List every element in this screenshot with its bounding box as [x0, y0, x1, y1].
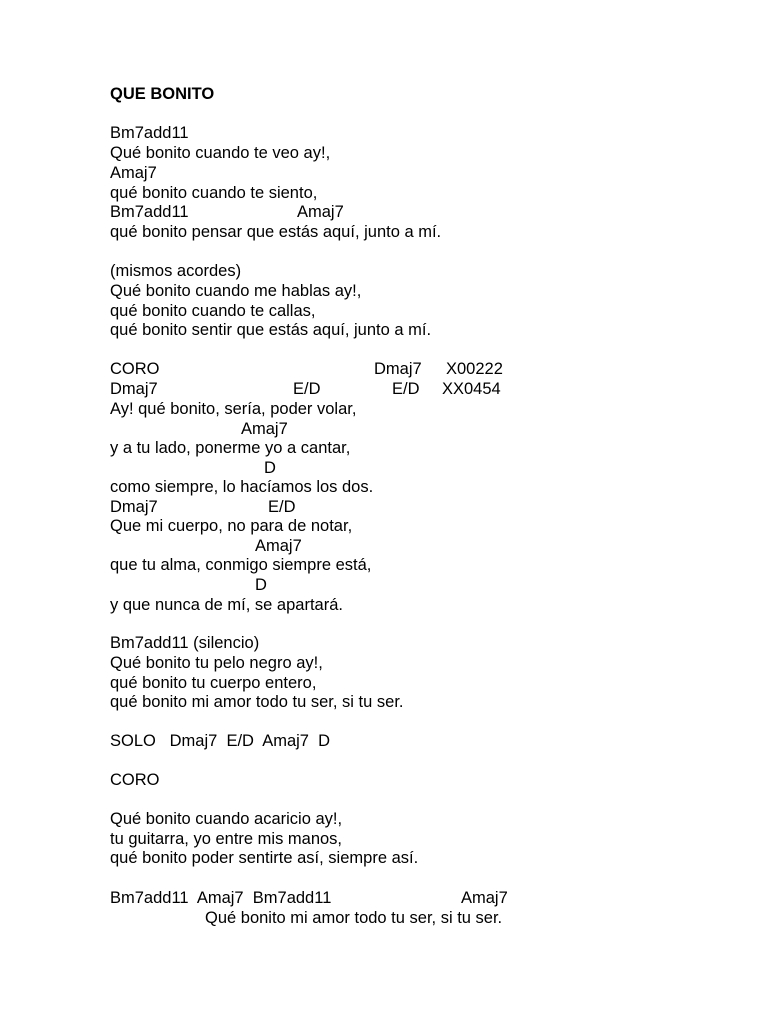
chord-line: Amaj7: [241, 420, 288, 438]
chord-line: Amaj7: [255, 537, 302, 555]
lyric-line: qué bonito poder sentirte así, siempre así.: [110, 849, 419, 867]
chord-line: Dmaj7: [110, 380, 158, 398]
chord-line: E/D: [392, 380, 420, 398]
lyric-line: qué bonito cuando te callas,: [110, 302, 316, 320]
lyric-line: y a tu lado, ponerme yo a cantar,: [110, 439, 351, 457]
chord-line: Amaj7: [297, 203, 344, 221]
chord-line: Bm7add11 (silencio): [110, 634, 260, 652]
chord-line: D: [255, 576, 267, 594]
lyric-line: y que nunca de mí, se apartará.: [110, 596, 343, 614]
lyric-line: qué bonito pensar que estás aquí, junto a mí.: [110, 223, 442, 241]
lyric-line: qué bonito cuando te siento,: [110, 184, 318, 202]
lyric-line: qué bonito tu cuerpo entero,: [110, 674, 317, 692]
chord-line: Dmaj7: [374, 360, 422, 378]
lyric-line: qué bonito sentir que estás aquí, junto a mí.: [110, 321, 432, 339]
lyric-line: Que mi cuerpo, no para de notar,: [110, 517, 353, 535]
note-line: (mismos acordes): [110, 262, 242, 280]
lyric-line: qué bonito mi amor todo tu ser, si tu ser.: [110, 693, 404, 711]
chord-line: Bm7add11: [110, 124, 189, 142]
chord-line: E/D: [268, 498, 296, 516]
lyric-line: Ay! qué bonito, sería, poder volar,: [110, 400, 357, 418]
lyric-line: Qué bonito tu pelo negro ay!,: [110, 654, 323, 672]
lyric-line: Qué bonito cuando acaricio ay!,: [110, 810, 343, 828]
lyric-line: como siempre, lo hacíamos los dos.: [110, 478, 374, 496]
chord-fingering: XX0454: [442, 380, 501, 398]
section-label: CORO: [110, 360, 160, 378]
chord-line: Amaj7: [461, 889, 508, 907]
solo-line: SOLO Dmaj7 E/D Amaj7 D: [110, 732, 331, 750]
chord-line: E/D: [293, 380, 321, 398]
chord-line: Bm7add11: [110, 203, 189, 221]
chord-line: Bm7add11 Amaj7 Bm7add11: [110, 889, 332, 907]
chord-line: Amaj7: [110, 164, 157, 182]
lyric-line: Qué bonito cuando me hablas ay!,: [110, 282, 362, 300]
section-label: CORO: [110, 771, 160, 789]
lyric-line: Qué bonito cuando te veo ay!,: [110, 144, 331, 162]
chord-line: D: [264, 459, 276, 477]
lyric-line: que tu alma, conmigo siempre está,: [110, 556, 372, 574]
chord-fingering: X00222: [446, 360, 503, 378]
lyric-line: Qué bonito mi amor todo tu ser, si tu ser.: [205, 909, 503, 927]
chord-line: Dmaj7: [110, 498, 158, 516]
song-title: QUE BONITO: [110, 85, 215, 103]
lyric-line: tu guitarra, yo entre mis manos,: [110, 830, 343, 848]
